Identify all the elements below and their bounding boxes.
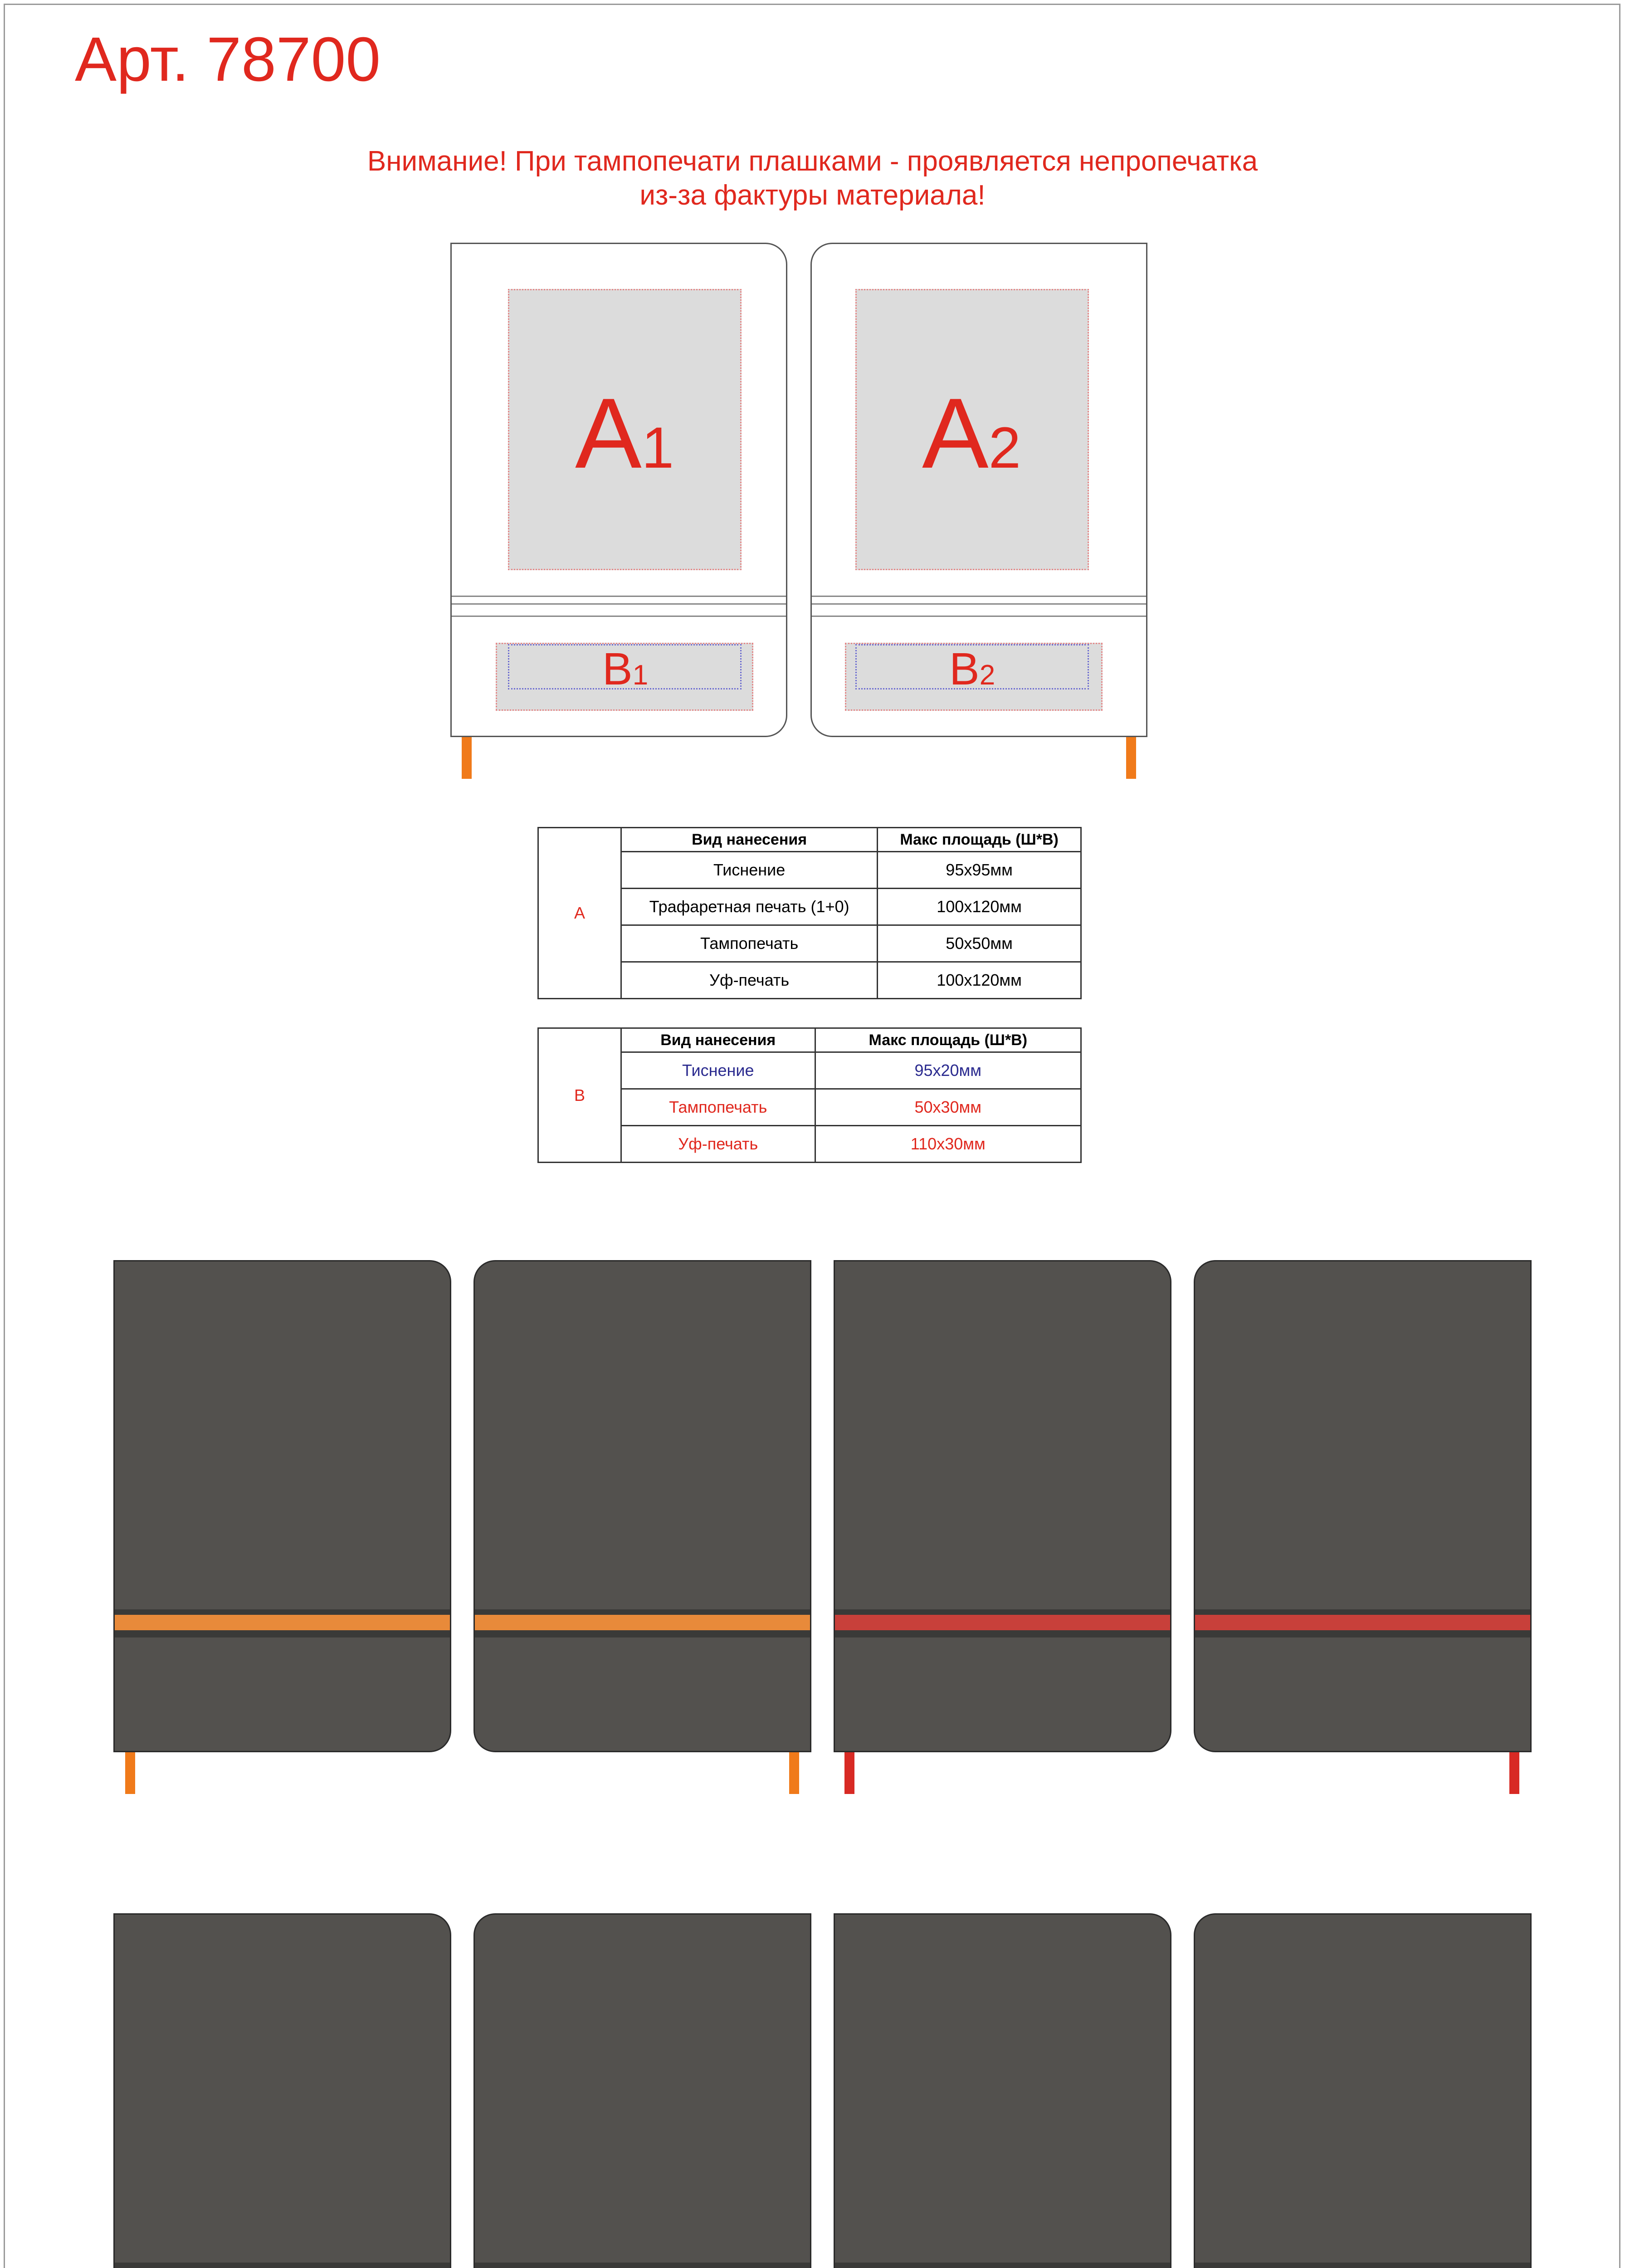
table-cell-area: 110х30мм (815, 1126, 1081, 1163)
divider (452, 616, 786, 617)
notebook-variant-red-front (1194, 1260, 1532, 1752)
table-a (537, 827, 1082, 999)
table-cell-area: 95х20мм (815, 1052, 1081, 1089)
table-cell-area: 100х120мм (878, 962, 1081, 999)
table-cell-area: 50х50мм (878, 925, 1081, 962)
table-b (537, 1027, 1082, 1163)
notebook-variant-orange-back (113, 1260, 451, 1752)
divider (812, 616, 1146, 617)
table-cell-method: Тиснение (621, 1052, 815, 1089)
table-b-header-area: Макс площадь (Ш*В) (815, 1028, 1081, 1052)
bookmark-ribbon (462, 737, 472, 779)
warning-line-2: из-за фактуры материала! (639, 180, 986, 211)
elastic-band (115, 1615, 450, 1630)
table-cell-method: Уф-печать (621, 962, 878, 999)
table-cell-method: Уф-печать (621, 1126, 815, 1163)
warning-line-1: Внимание! При тампопечати плашками - проявляется непропечатка (367, 146, 1258, 177)
notebook-variant-green-front (1194, 1913, 1532, 2268)
table-a-letter: A (538, 828, 621, 999)
table-cell-area: 50х30мм (815, 1089, 1081, 1126)
table-cell-area: 100х120мм (878, 889, 1081, 925)
notebook-variant-blue-front (473, 1913, 811, 2268)
bookmark-ribbon (789, 1752, 799, 1794)
zone-b2-label: B2 (949, 644, 995, 694)
notebook-variant-red-back (834, 1260, 1171, 1752)
bookmark-ribbon (125, 1752, 135, 1794)
divider (452, 603, 786, 605)
notebook-variant-orange-front (473, 1260, 811, 1752)
elastic-band-shadow (475, 2263, 810, 2268)
zone-a1-label: A1 (575, 377, 674, 489)
elastic-band-shadow (1195, 2263, 1530, 2268)
elastic-band (835, 1615, 1170, 1630)
table-b-header-method: Вид нанесения (621, 1028, 815, 1052)
table-cell-method: Тампопечать (621, 925, 878, 962)
elastic-band (1195, 1615, 1530, 1630)
notebook-variant-green-back (834, 1913, 1171, 2268)
bookmark-ribbon (844, 1752, 854, 1794)
table-cell-method: Тампопечать (621, 1089, 815, 1126)
zone-b1-label: B1 (602, 644, 649, 694)
divider (812, 603, 1146, 605)
article-title: Арт. 78700 (75, 24, 381, 94)
elastic-band-shadow (115, 2263, 450, 2268)
table-cell-area: 95х95мм (878, 852, 1081, 889)
table-b-letter: B (538, 1028, 621, 1163)
divider (452, 596, 786, 597)
zone-a2-label: A2 (922, 377, 1021, 489)
divider (812, 596, 1146, 597)
elastic-band-shadow (835, 2263, 1170, 2268)
table-a-header-method: Вид нанесения (621, 828, 878, 852)
notebook-variant-blue-back (113, 1913, 451, 2268)
table-a-header-area: Макс площадь (Ш*В) (878, 828, 1081, 852)
bookmark-ribbon (1126, 737, 1136, 779)
table-cell-method: Трафаретная печать (1+0) (621, 889, 878, 925)
elastic-band (475, 1615, 810, 1630)
table-cell-method: Тиснение (621, 852, 878, 889)
bookmark-ribbon (1509, 1752, 1519, 1794)
